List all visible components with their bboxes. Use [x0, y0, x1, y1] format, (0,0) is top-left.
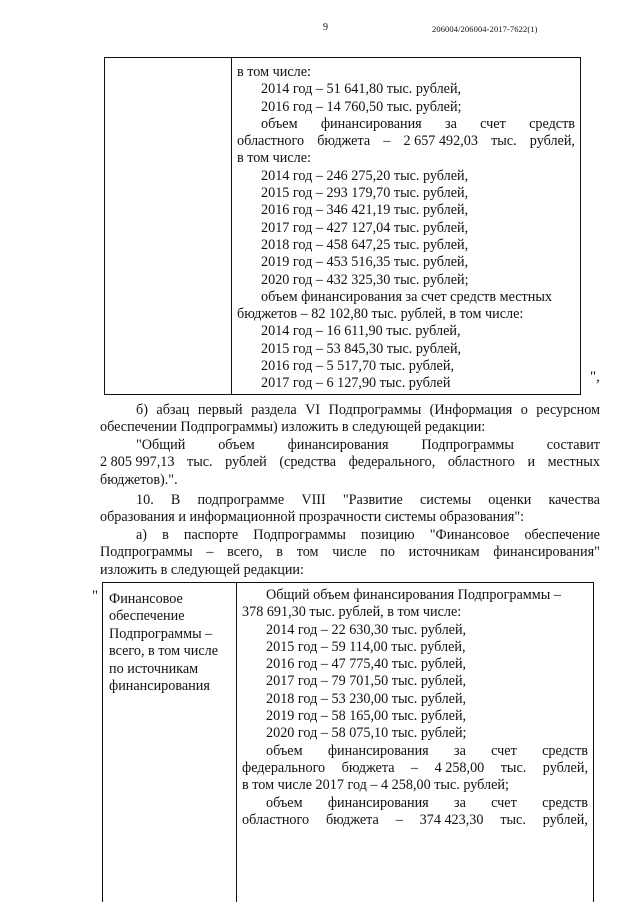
document-body	[100, 402, 600, 579]
word: 10.	[136, 491, 154, 508]
position-name-cell	[109, 591, 233, 695]
word: "Финансовое	[429, 526, 510, 543]
word: –	[383, 133, 391, 150]
text-line: 2020 год – 58 075,10 тыс. рублей;	[266, 725, 467, 742]
word: федерального	[242, 759, 326, 776]
word: тыс.	[491, 133, 517, 150]
justified-words	[266, 795, 588, 812]
word: рублей,	[529, 133, 575, 150]
text-line: 2019 год – 453 516,35 тыс. рублей,	[261, 254, 469, 271]
justified-words	[237, 133, 575, 150]
word: в	[276, 544, 283, 561]
text-line: 2019 год – 58 165,00 тыс. рублей,	[266, 708, 467, 725]
text-line: 2014 год – 16 611,90 тыс. рублей,	[261, 323, 461, 340]
word: Подпрограммы	[421, 436, 514, 453]
column-divider	[231, 58, 232, 394]
word: финансирования"	[493, 544, 600, 561]
text-line: 2014 год – 22 630,30 тыс. рублей,	[266, 621, 467, 638]
word: финансирования	[320, 115, 422, 132]
word: рублей	[225, 454, 267, 471]
word: областного	[237, 133, 305, 150]
word: финансирования	[327, 742, 429, 759]
word: рублей,	[542, 811, 588, 828]
justified-words	[242, 760, 588, 777]
text-line: в том числе:	[237, 64, 311, 80]
text-line: в том числе:	[237, 150, 311, 167]
word: 4 258,00	[434, 759, 485, 776]
text-line: 2015 год – 293 179,70 тыс. рублей,	[261, 185, 469, 202]
justified-words	[261, 116, 575, 133]
word: оценки	[488, 491, 532, 508]
word: качества	[548, 491, 600, 508]
text-line: 2015 год – 59 114,00 тыс. рублей,	[266, 638, 466, 655]
word: бюджета	[317, 133, 371, 150]
text-line: 2020 год – 432 325,30 тыс. рублей;	[261, 271, 469, 288]
word: в	[162, 526, 169, 543]
word: первый	[197, 402, 243, 418]
text-line: 378 691,30 тыс. рублей, в том числе:	[242, 604, 462, 621]
paragraph-a-line-2	[100, 544, 600, 561]
justified-line	[242, 743, 588, 760]
word: –	[206, 544, 214, 561]
justified-line	[242, 812, 588, 829]
text-line: 2015 год – 53 845,30 тыс. рублей,	[261, 340, 462, 357]
word: всего,	[227, 544, 263, 561]
paragraph-a-line-3: изложить в следующей редакции:	[100, 561, 304, 578]
word: а)	[136, 526, 148, 543]
word: Подпрограммы	[253, 526, 346, 543]
position-name-line: обеспечение	[109, 608, 185, 625]
text-line: 2014 год – 51 641,80 тыс. рублей,	[261, 81, 462, 98]
word: VIII	[301, 491, 326, 508]
text-line: 2016 год – 5 517,70 тыс. рублей,	[261, 358, 454, 375]
word: абзац	[156, 402, 190, 418]
word: –	[395, 811, 403, 828]
justified-line	[242, 795, 588, 812]
word: –	[411, 759, 419, 776]
page-number: 9	[323, 22, 328, 33]
word: тыс.	[500, 811, 526, 828]
word: Подпрограммы	[100, 544, 193, 561]
quote-line-3: бюджетов).".	[100, 471, 178, 488]
paragraph-10-line-1	[136, 492, 600, 509]
opening-quote: "	[92, 588, 99, 604]
text-line: 2018 год – 458 647,25 тыс. рублей,	[261, 236, 469, 253]
word: о	[520, 402, 528, 418]
word: подпрограмме	[197, 491, 285, 508]
justified-line	[237, 133, 575, 150]
word: обеспечение	[524, 526, 600, 543]
quote-line-1	[136, 437, 600, 454]
financing-details-cell	[237, 64, 575, 393]
word: за	[453, 794, 466, 811]
quote-line-2	[100, 454, 600, 471]
word: счет	[491, 742, 517, 759]
text-line: бюджетов – 82 102,80 тыс. рублей, в том числе:	[237, 306, 524, 323]
column-divider	[236, 583, 237, 902]
word: средств	[542, 742, 588, 759]
word: В	[170, 491, 181, 508]
word: 374 423,30	[419, 811, 484, 828]
position-name-line: всего, в том числе	[109, 643, 219, 660]
text-line: в том числе 2017 год – 4 258,00 тыс. рублей;	[242, 777, 509, 794]
word: областного	[242, 811, 310, 828]
text-line: 2016 год – 14 760,50 тыс. рублей;	[261, 98, 462, 115]
word: (средства	[279, 454, 337, 471]
word: 2 805 997,13	[100, 454, 175, 471]
word: рублей,	[542, 759, 588, 776]
paragraph-a-line-1	[136, 527, 600, 544]
word: местных	[547, 454, 600, 471]
document-code: 206004/206004-2017-7622(1)	[432, 24, 538, 34]
text-line: 2016 год – 346 421,19 тыс. рублей,	[261, 202, 469, 219]
word: тыс.	[187, 454, 213, 471]
text-line: 2018 год – 53 230,00 тыс. рублей,	[266, 690, 467, 707]
text-line: объем финансирования за счет средств местных	[261, 288, 552, 305]
word: (Информация	[429, 402, 513, 418]
word: 2 657 492,03	[403, 133, 478, 150]
word: б)	[136, 402, 148, 418]
word: источникам	[408, 544, 480, 561]
word: позицию	[360, 526, 415, 543]
position-name-line: финансирования	[109, 677, 210, 694]
justified-words	[242, 812, 588, 829]
justified-line	[242, 760, 588, 777]
position-name-line: Финансовое	[109, 591, 183, 607]
paragraph-10-line-2: образования и информационной прозрачности системы образования":	[100, 509, 525, 526]
text-line: 2016 год – 47 775,40 тыс. рублей,	[266, 656, 467, 673]
justified-line	[237, 116, 575, 133]
word: за	[444, 115, 457, 132]
word: средств	[542, 794, 588, 811]
paragraph-b-line-1	[136, 402, 600, 419]
word: и	[527, 454, 536, 471]
word: паспорте	[183, 526, 239, 543]
word: счет	[491, 794, 517, 811]
text-line: 2017 год – 427 127,04 тыс. рублей,	[261, 219, 469, 236]
word: объем	[266, 742, 303, 759]
position-name-line: по источникам	[109, 660, 199, 677]
text-line: 2017 год – 6 127,90 тыс. рублей	[261, 375, 451, 392]
word: бюджета	[341, 759, 395, 776]
word: за	[453, 742, 466, 759]
word: объем	[261, 115, 298, 132]
word: "Развитие	[342, 491, 403, 508]
word: VI	[305, 402, 321, 418]
word: финансирования	[287, 436, 389, 453]
word: объем	[266, 794, 303, 811]
word: объем	[218, 436, 255, 453]
position-name-line: Подпрограммы –	[109, 625, 213, 642]
word: системы	[419, 491, 472, 508]
justified-words	[266, 743, 588, 760]
text-line: Общий объем финансирования Подпрограммы –	[266, 587, 561, 603]
word: финансирования	[327, 794, 429, 811]
closing-quote: ",	[590, 369, 600, 385]
word: ресурсном	[536, 402, 600, 418]
text-line: 2017 год – 79 701,50 тыс. рублей,	[266, 673, 467, 690]
word: областного	[447, 454, 515, 471]
word: счет	[480, 115, 506, 132]
word: Подпрограммы	[328, 402, 422, 418]
word: "Общий	[136, 436, 186, 453]
text-line: 2014 год – 246 275,20 тыс. рублей,	[261, 167, 469, 184]
word: составит	[546, 436, 600, 453]
word: по	[380, 544, 395, 561]
paragraph-b-line-2: обеспечении Подпрограммы) изложить в следующей редакции:	[100, 419, 486, 436]
financing-values-cell	[242, 587, 588, 829]
word: числе	[332, 544, 367, 561]
word: средств	[529, 115, 575, 132]
word: тыс.	[500, 759, 527, 776]
word: раздела	[251, 402, 297, 418]
financing-table-continued	[104, 57, 581, 395]
word: федерального,	[348, 454, 436, 471]
word: бюджета	[325, 811, 379, 828]
word: том	[296, 544, 319, 561]
financing-passport-table	[102, 582, 594, 902]
